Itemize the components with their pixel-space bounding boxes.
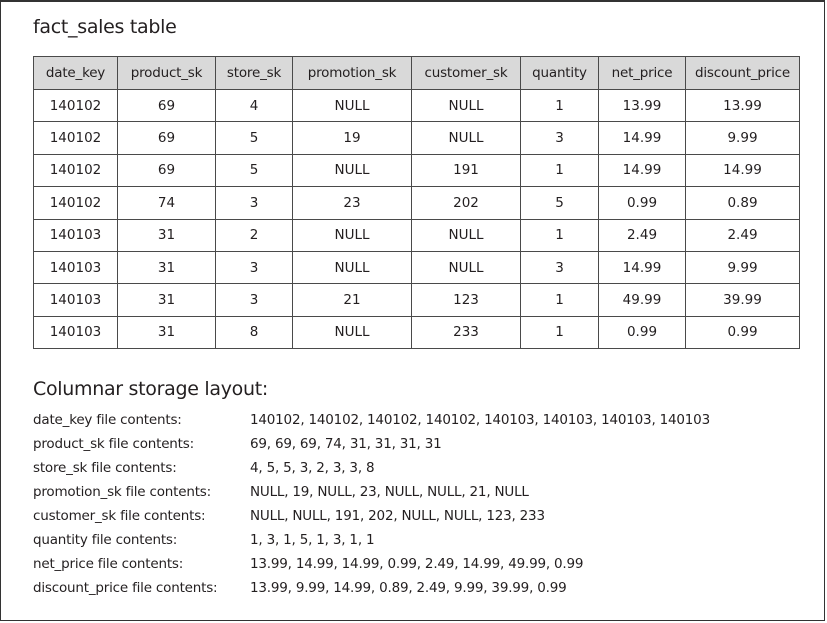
table-cell: 74 xyxy=(118,187,216,219)
table-cell: 0.89 xyxy=(686,187,800,219)
table-cell: 123 xyxy=(412,284,521,316)
table-cell: 4 xyxy=(216,90,293,122)
list-item xyxy=(33,506,710,530)
file-value: 4, 5, 5, 3, 2, 3, 3, 8 xyxy=(250,460,375,476)
list-item xyxy=(33,578,710,602)
table-cell: 233 xyxy=(412,316,521,348)
column-header: promotion_sk xyxy=(293,57,412,90)
table-cell: NULL xyxy=(293,316,412,348)
table-cell: 9.99 xyxy=(686,122,800,154)
table-cell: 14.99 xyxy=(599,122,686,154)
table-row xyxy=(34,90,800,122)
table-row xyxy=(34,187,800,219)
column-header: store_sk xyxy=(216,57,293,90)
column-header: customer_sk xyxy=(412,57,521,90)
table-cell: 3 xyxy=(216,284,293,316)
table-cell: 1 xyxy=(521,90,599,122)
file-value: 13.99, 9.99, 14.99, 0.89, 2.49, 9.99, 39.99, 0.99 xyxy=(250,580,567,596)
table-cell: 1 xyxy=(521,154,599,186)
table-cell: 140102 xyxy=(34,122,118,154)
table-row xyxy=(34,122,800,154)
table-cell: 1 xyxy=(521,219,599,251)
file-label: net_price file contents: xyxy=(33,556,184,572)
table-cell: 1 xyxy=(521,316,599,348)
table-cell: NULL xyxy=(293,251,412,283)
table-cell: 5 xyxy=(521,187,599,219)
table-title: fact_sales table xyxy=(33,16,177,38)
table-cell: 0.99 xyxy=(599,187,686,219)
table-cell: 140103 xyxy=(34,284,118,316)
table-cell: 21 xyxy=(293,284,412,316)
table-row xyxy=(34,154,800,186)
table-cell: 31 xyxy=(118,219,216,251)
table-cell: 13.99 xyxy=(599,90,686,122)
table-cell: 49.99 xyxy=(599,284,686,316)
list-item xyxy=(33,410,710,434)
table-cell: 69 xyxy=(118,122,216,154)
table-cell: 19 xyxy=(293,122,412,154)
file-label: quantity file contents: xyxy=(33,532,178,548)
table-cell: 191 xyxy=(412,154,521,186)
column-header: net_price xyxy=(599,57,686,90)
column-header: quantity xyxy=(521,57,599,90)
table-cell: 0.99 xyxy=(686,316,800,348)
list-item xyxy=(33,482,710,506)
table-cell: 140103 xyxy=(34,251,118,283)
table-cell: 3 xyxy=(216,251,293,283)
table-cell: 140102 xyxy=(34,187,118,219)
list-item xyxy=(33,530,710,554)
table-cell: NULL xyxy=(412,219,521,251)
column-header: product_sk xyxy=(118,57,216,90)
table-cell: 69 xyxy=(118,154,216,186)
table-cell: 5 xyxy=(216,122,293,154)
table-cell: 31 xyxy=(118,251,216,283)
table-cell: 31 xyxy=(118,284,216,316)
table-cell: 140103 xyxy=(34,316,118,348)
table-cell: 2 xyxy=(216,219,293,251)
table-cell: 31 xyxy=(118,316,216,348)
table-row xyxy=(34,219,800,251)
table-cell: 202 xyxy=(412,187,521,219)
table-cell: 8 xyxy=(216,316,293,348)
table-cell: 140103 xyxy=(34,219,118,251)
table-cell: 2.49 xyxy=(599,219,686,251)
table-row xyxy=(34,316,800,348)
layout-title: Columnar storage layout: xyxy=(33,378,268,400)
table-cell: 69 xyxy=(118,90,216,122)
table-cell: NULL xyxy=(293,154,412,186)
list-item xyxy=(33,554,710,578)
table-cell: NULL xyxy=(412,90,521,122)
table-cell: NULL xyxy=(412,122,521,154)
table-header-row xyxy=(34,57,800,90)
file-value: 13.99, 14.99, 14.99, 0.99, 2.49, 14.99, 49.99, 0.99 xyxy=(250,556,584,572)
file-label: store_sk file contents: xyxy=(33,460,177,476)
file-label: customer_sk file contents: xyxy=(33,508,206,524)
file-value: 140102, 140102, 140102, 140102, 140103, 140103, 140103, 140103 xyxy=(250,412,710,428)
table-cell: 140102 xyxy=(34,90,118,122)
table-cell: 13.99 xyxy=(686,90,800,122)
table-row xyxy=(34,251,800,283)
table-cell: 3 xyxy=(521,122,599,154)
table-cell: NULL xyxy=(412,251,521,283)
table-cell: 14.99 xyxy=(686,154,800,186)
file-label: promotion_sk file contents: xyxy=(33,484,211,500)
table-cell: 0.99 xyxy=(599,316,686,348)
table-cell: 39.99 xyxy=(686,284,800,316)
column-header: date_key xyxy=(34,57,118,90)
column-header: discount_price xyxy=(686,57,800,90)
table-cell: 140102 xyxy=(34,154,118,186)
file-value: NULL, NULL, 191, 202, NULL, NULL, 123, 233 xyxy=(250,508,545,524)
table-cell: 14.99 xyxy=(599,154,686,186)
table-cell: 14.99 xyxy=(599,251,686,283)
table-cell: 2.49 xyxy=(686,219,800,251)
file-label: date_key file contents: xyxy=(33,412,182,428)
file-value: 1, 3, 1, 5, 1, 3, 1, 1 xyxy=(250,532,375,548)
fact-sales-table xyxy=(33,56,800,349)
table-cell: 1 xyxy=(521,284,599,316)
file-value: NULL, 19, NULL, 23, NULL, NULL, 21, NULL xyxy=(250,484,529,500)
file-contents-list xyxy=(33,410,710,602)
table-row xyxy=(34,284,800,316)
table-cell: 5 xyxy=(216,154,293,186)
file-label: discount_price file contents: xyxy=(33,580,218,596)
table-cell: 3 xyxy=(521,251,599,283)
file-label: product_sk file contents: xyxy=(33,436,194,452)
list-item xyxy=(33,458,710,482)
table-cell: NULL xyxy=(293,219,412,251)
table-cell: 3 xyxy=(216,187,293,219)
table-cell: NULL xyxy=(293,90,412,122)
table-cell: 9.99 xyxy=(686,251,800,283)
list-item xyxy=(33,434,710,458)
table-cell: 23 xyxy=(293,187,412,219)
file-value: 69, 69, 69, 74, 31, 31, 31, 31 xyxy=(250,436,442,452)
